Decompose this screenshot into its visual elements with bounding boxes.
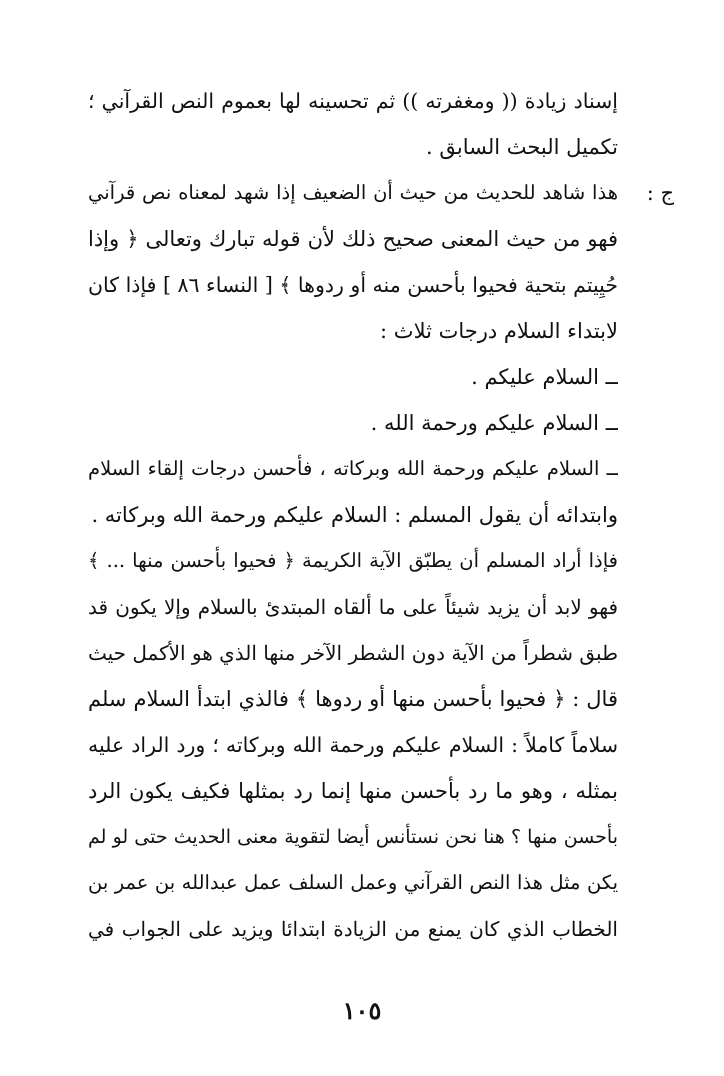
answer-marker: ج : <box>646 181 674 205</box>
text-line: الخطاب الذي كان يمنع من الزيادة ابتدائا ويزيد على الجواب في <box>88 917 618 941</box>
body-text <box>88 78 618 952</box>
text-line: قال : ﴿ فحيوا بأحسن منها أو ردوها ﴾ فالذي ابتدأ السلام سلم <box>88 687 618 711</box>
text-line: هذا شاهد للحديث من حيث أن الضعيف إذا شهد لمعناه نص قرآني <box>88 181 618 204</box>
text-line: طبق شطراً من الآية دون الشطر الآخر منها الذي هو الأكمل حيث <box>88 641 618 665</box>
text-line: ــ السلام عليكم ورحمة الله . <box>370 411 618 435</box>
text-line: لابتداء السلام درجات ثلاث : <box>380 319 618 343</box>
text-line: حُيِيتم بتحية فحيوا بأحسن منه أو ردوها ﴾ [ النساء ٨٦ ] فإذا كان <box>88 273 618 297</box>
text-line: فإذا أراد المسلم أن يطبّق الآية الكريمة ﴿ فحيوا بأحسن منها ... ﴾ <box>88 549 618 572</box>
text-line: بمثله ، وهو ما رد بأحسن منها إنما رد بمثلها فكيف يكون الرد <box>88 779 618 803</box>
text-line: بأحسن منها ؟ هنا نحن نستأنس أيضا لتقوية معنى الحديث حتى لو لم <box>88 826 618 848</box>
text-line: فهو لابد أن يزيد شيئاً على ما ألقاه المبتدئ بالسلام وإلا يكون قد <box>88 595 618 619</box>
text-line: يكن مثل هذا النص القرآني وعمل السلف عمل عبدالله بن عمر بن <box>88 871 618 894</box>
text-line: إسناد زيادة (( ومغفرته )) ثم تحسينه لها بعموم النص القرآني ؛ <box>88 89 618 113</box>
text-line: تكميل البحث السابق . <box>426 135 618 159</box>
text-line: فهو من حيث المعنى صحيح ذلك لأن قوله تبارك وتعالى ﴿ وإذا <box>88 227 618 251</box>
text-line: ــ السلام عليكم ورحمة الله وبركاته ، فأحسن درجات إلقاء السلام <box>88 457 618 480</box>
text-line: ــ السلام عليكم . <box>471 365 618 389</box>
text-line: سلاماً كاملاً : السلام عليكم ورحمة الله وبركاته ؛ ورد الراد عليه <box>88 733 618 757</box>
page-number: ١٠٥ <box>342 996 382 1025</box>
text-line: وابتدائه أن يقول المسلم : السلام عليكم ورحمة الله وبركاته . <box>91 503 618 527</box>
